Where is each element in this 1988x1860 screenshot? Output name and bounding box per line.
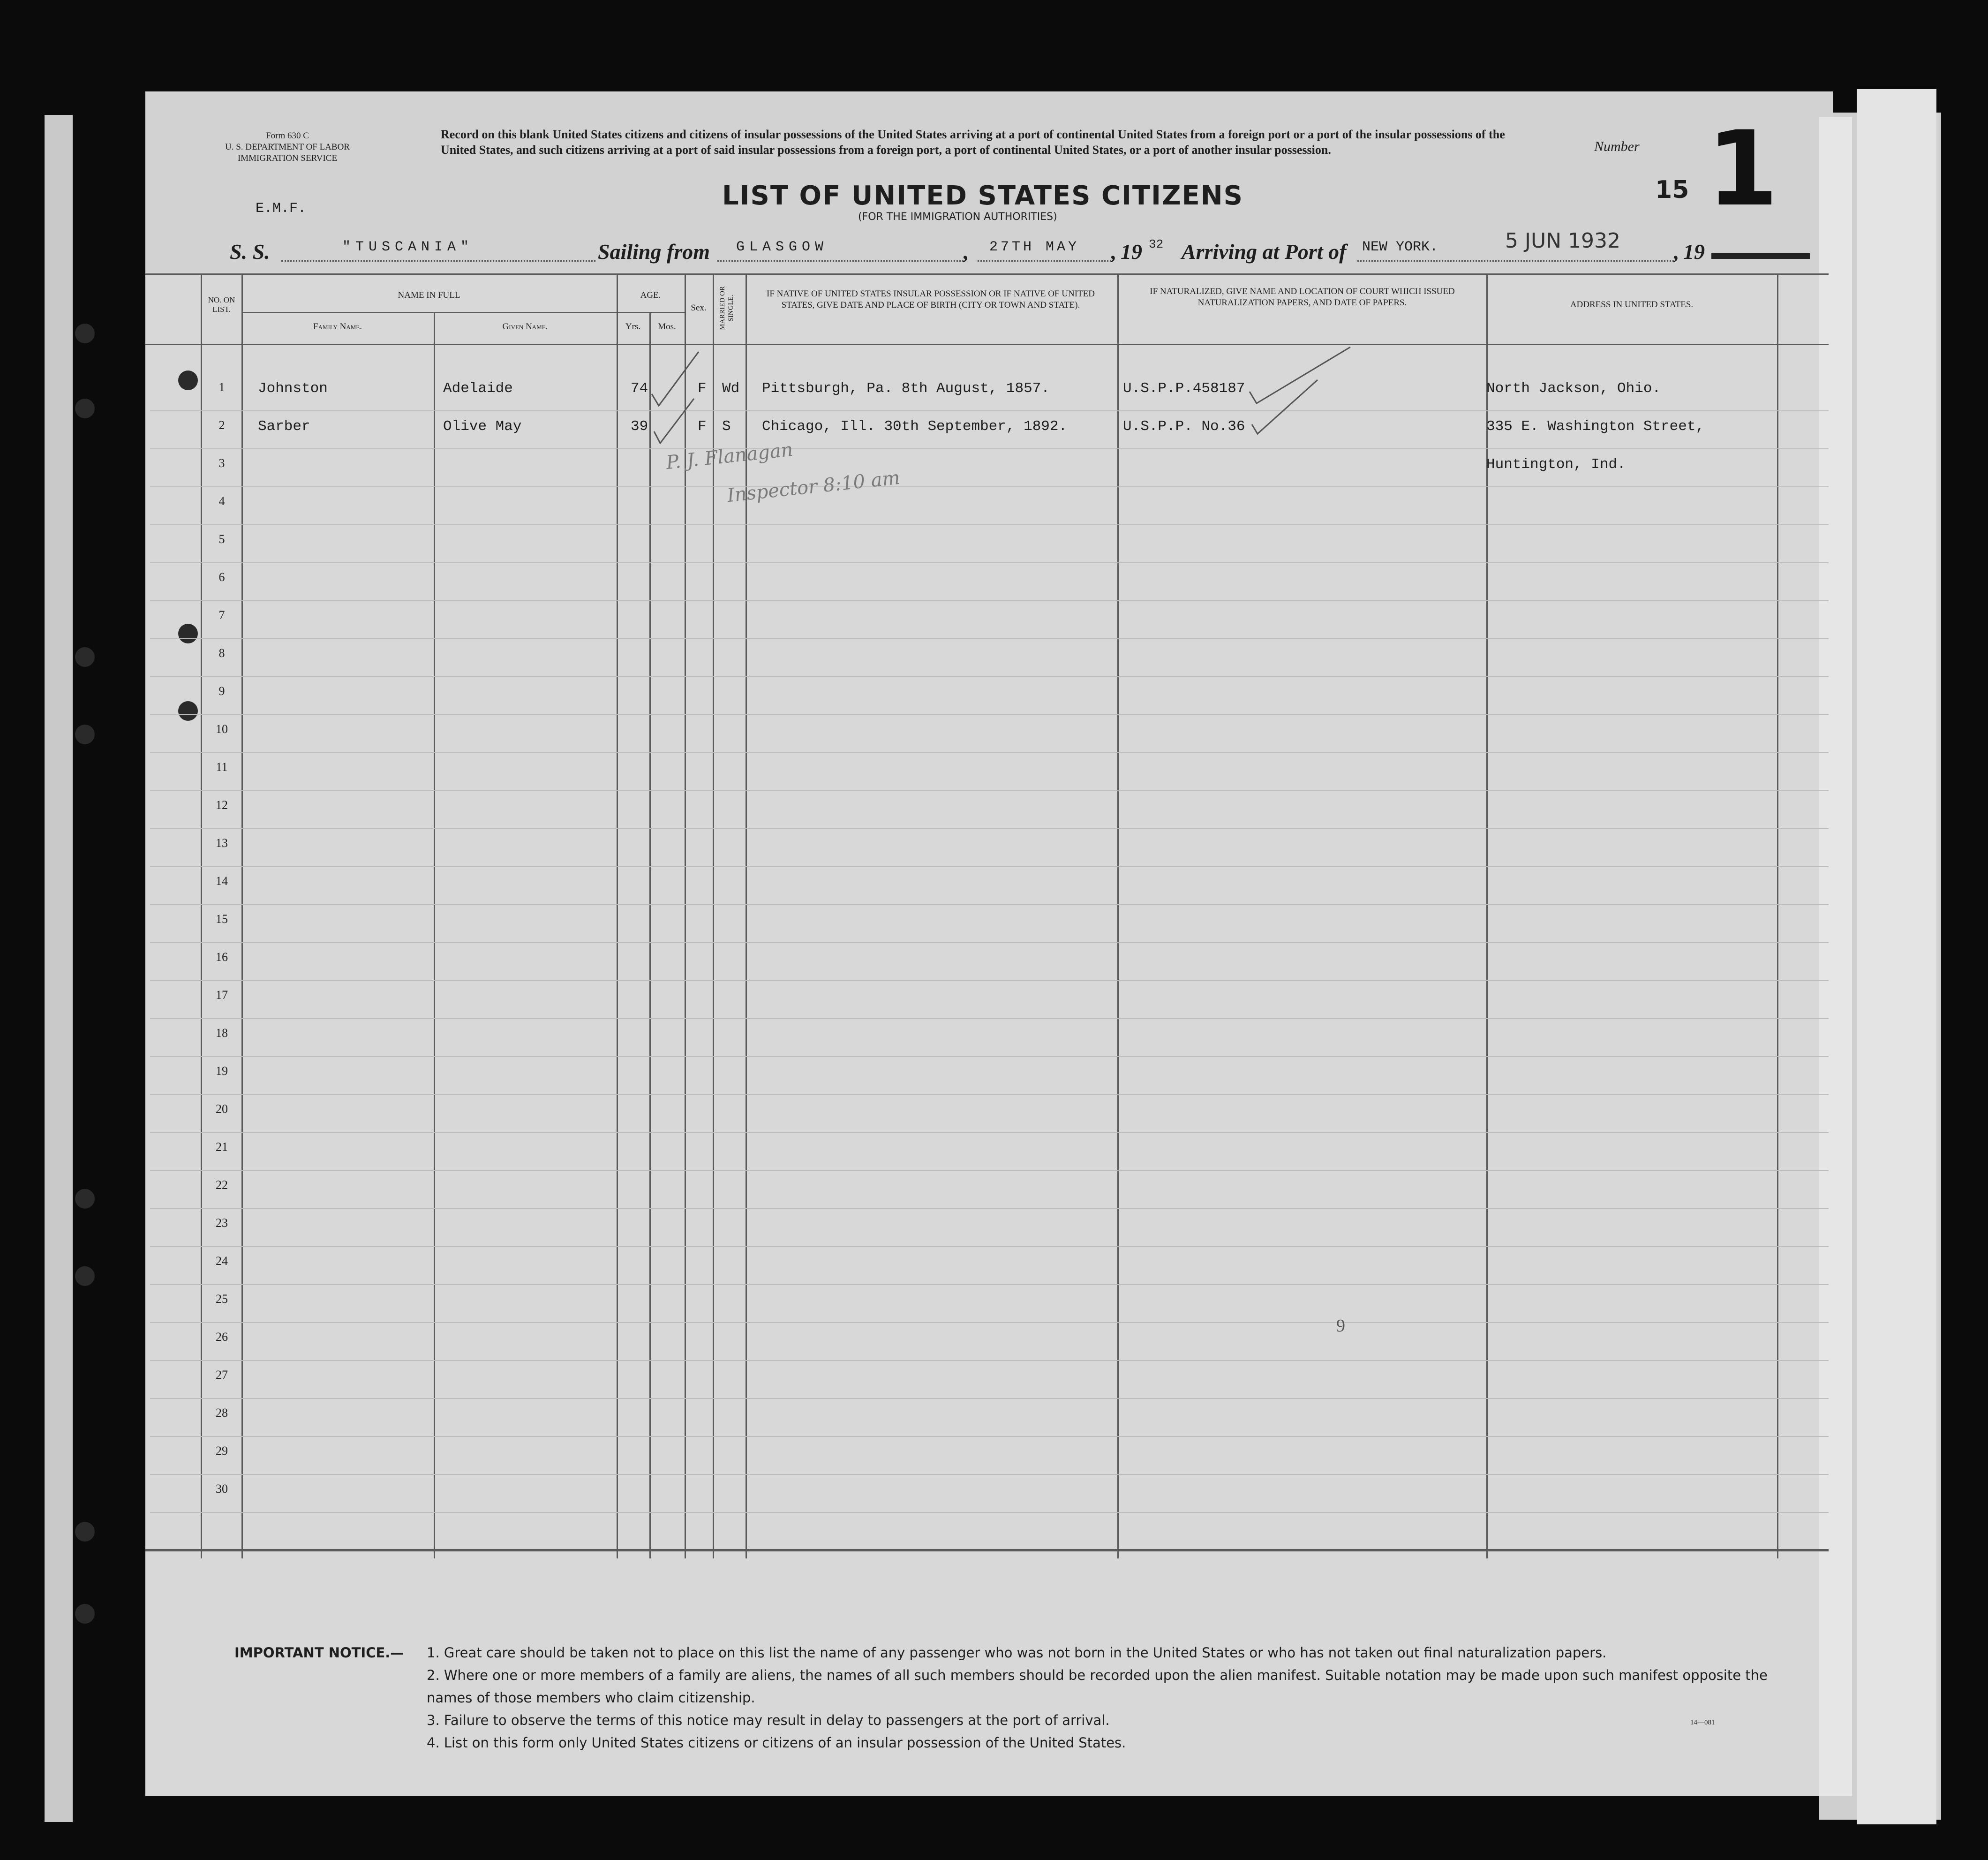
ss-label: S. S. bbox=[230, 240, 270, 264]
header-married-single: MARRIED OR SINGLE. bbox=[719, 286, 735, 330]
fill-line bbox=[281, 260, 595, 262]
family-name: Sarber bbox=[258, 418, 310, 435]
row-number: 18 bbox=[216, 1026, 228, 1040]
name-subheader-rule bbox=[241, 312, 617, 313]
row-number: 3 bbox=[218, 456, 225, 470]
row-number: 23 bbox=[216, 1216, 228, 1230]
sex: F bbox=[698, 418, 707, 435]
row-number: 27 bbox=[216, 1368, 228, 1382]
column-divider bbox=[1117, 273, 1119, 1558]
row-number: 25 bbox=[216, 1292, 228, 1306]
row-rule bbox=[150, 600, 1829, 601]
header-family-name: Family Name. bbox=[313, 322, 362, 332]
row-number: 12 bbox=[216, 798, 228, 812]
document-page bbox=[145, 91, 1833, 1796]
row-number: 11 bbox=[216, 760, 228, 774]
row-number: 19 bbox=[216, 1064, 228, 1078]
comma: , bbox=[964, 240, 969, 264]
row-rule bbox=[150, 676, 1829, 677]
header-mos: Mos. bbox=[658, 322, 676, 332]
row-number: 22 bbox=[216, 1178, 228, 1192]
port-to: NEW YORK. bbox=[1362, 239, 1438, 255]
port-from: GLASGOW bbox=[736, 239, 828, 255]
naturalization: U.S.P.P.458187 bbox=[1123, 380, 1245, 397]
year-prefix-2: 19 bbox=[1683, 240, 1705, 264]
row-number: 28 bbox=[216, 1406, 228, 1420]
stray-mark: 9 bbox=[1336, 1316, 1345, 1336]
row-rule bbox=[150, 1398, 1829, 1399]
birth-place-date: Chicago, Ill. 30th September, 1892. bbox=[762, 418, 1068, 435]
row-rule bbox=[150, 1474, 1829, 1475]
notice-items bbox=[427, 1641, 1791, 1754]
punch-hole bbox=[178, 701, 198, 721]
row-number: 29 bbox=[216, 1444, 228, 1458]
column-divider bbox=[746, 273, 747, 1558]
birth-place-date: Pittsburgh, Pa. 8th August, 1857. bbox=[762, 380, 1050, 397]
sex: F bbox=[698, 380, 707, 397]
punch-hole bbox=[75, 399, 95, 418]
punch-hole bbox=[178, 370, 198, 390]
office-code: E.M.F. bbox=[256, 201, 307, 217]
row-rule bbox=[150, 562, 1829, 563]
punch-hole bbox=[75, 324, 95, 343]
form-instructions: Record on this blank United States citizens and citizens of insular possessions of the United States arriving at a port of continental United States from a foreign port or a port of the insular possessions of the United States, and such citizens arriving at a port of said insular possessions from a foreign port, a port of continental United States, or a port of another insular possession. bbox=[441, 128, 1505, 157]
page-title: LIST OF UNITED STATES CITIZENS bbox=[722, 181, 1243, 211]
row-rule bbox=[150, 1284, 1829, 1285]
row-number: 15 bbox=[216, 912, 228, 926]
row-number: 2 bbox=[218, 418, 225, 432]
comma: , bbox=[1674, 240, 1679, 264]
page-fold bbox=[1819, 117, 1852, 1796]
row-number: 17 bbox=[216, 988, 228, 1002]
address: North Jackson, Ohio. bbox=[1486, 380, 1661, 397]
naturalization-check-marks bbox=[1247, 345, 1369, 439]
header-given-name: Given Name. bbox=[502, 322, 548, 332]
given-name: Adelaide bbox=[443, 380, 513, 397]
row-rule bbox=[150, 486, 1829, 487]
row-rule bbox=[150, 1246, 1829, 1247]
row-rule bbox=[150, 448, 1829, 449]
row-rule bbox=[150, 904, 1829, 905]
form-number: Form 630 C bbox=[266, 131, 309, 141]
arrival-date-stamp: 5 JUN 1932 bbox=[1505, 229, 1621, 253]
header-age: AGE. bbox=[640, 290, 661, 300]
row-number: 6 bbox=[218, 570, 225, 584]
row-rule bbox=[150, 942, 1829, 943]
sheet-number: 15 bbox=[1655, 176, 1689, 204]
header-birth: IF NATIVE OF UNITED STATES INSULAR POSSESSION OR IF NATIVE OF UNITED STATES, GIVE DATE AND PLACE OF BIRTH (CITY OR TOWN AND STATE). bbox=[767, 289, 1095, 310]
notice-label: IMPORTANT NOTICE.— bbox=[234, 1645, 404, 1661]
fill-line bbox=[978, 260, 1111, 262]
row-rule bbox=[150, 1170, 1829, 1171]
row-rule bbox=[150, 1208, 1829, 1209]
age-years: 74 bbox=[631, 380, 648, 397]
naturalization: U.S.P.P. No.36 bbox=[1123, 418, 1245, 435]
table-top-rule bbox=[145, 273, 1829, 275]
row-number: 8 bbox=[218, 646, 225, 660]
punch-hole bbox=[178, 624, 198, 643]
header-name-in-full: NAME IN FULL bbox=[398, 290, 460, 300]
year-prefix: 19 bbox=[1121, 240, 1142, 264]
punch-hole bbox=[75, 647, 95, 667]
row-rule bbox=[150, 410, 1829, 411]
column-divider bbox=[1777, 273, 1778, 1558]
header-yrs: Yrs. bbox=[625, 322, 641, 332]
ship-name: "TUSCANIA" bbox=[342, 239, 474, 255]
year-suffix: 32 bbox=[1149, 237, 1164, 251]
header-address: ADDRESS IN UNITED STATES. bbox=[1570, 300, 1694, 310]
department-name: U. S. DEPARTMENT OF LABOR bbox=[225, 142, 350, 152]
header-no-on-list: NO. ON LIST. bbox=[208, 295, 235, 314]
row-number: 20 bbox=[216, 1102, 228, 1116]
comma: , bbox=[1111, 240, 1117, 264]
check-marks bbox=[647, 342, 731, 450]
row-number: 30 bbox=[216, 1482, 228, 1496]
row-number: 5 bbox=[218, 532, 225, 546]
row-rule bbox=[150, 1018, 1829, 1019]
row-number: 26 bbox=[216, 1330, 228, 1344]
arriving-label: Arriving at Port of bbox=[1182, 240, 1347, 264]
punch-hole bbox=[75, 725, 95, 744]
row-rule bbox=[150, 714, 1829, 715]
footer-code: 14—081 bbox=[1690, 1719, 1715, 1726]
row-rule bbox=[150, 1322, 1829, 1323]
row-rule bbox=[150, 1512, 1829, 1513]
number-label: Number bbox=[1594, 139, 1640, 154]
underlying-page-edge bbox=[1857, 89, 1936, 1824]
table-header-rule bbox=[145, 344, 1829, 345]
address: Huntington, Ind. bbox=[1486, 456, 1626, 473]
row-number: 1 bbox=[218, 380, 225, 394]
row-number: 21 bbox=[216, 1140, 228, 1154]
row-number: 14 bbox=[216, 874, 228, 888]
row-rule bbox=[150, 1360, 1829, 1361]
row-number: 7 bbox=[218, 608, 225, 622]
notice-item: 3. Failure to observe the terms of this notice may result in delay to passengers at the port of arrival. bbox=[427, 1712, 1110, 1728]
inspector-signature: P. J. Flanagan bbox=[665, 439, 794, 474]
address: 335 E. Washington Street, bbox=[1486, 418, 1705, 435]
fill-line bbox=[1357, 260, 1674, 262]
row-rule bbox=[150, 790, 1829, 791]
row-rule bbox=[150, 524, 1829, 525]
row-rule bbox=[150, 1094, 1829, 1095]
left-page-edge bbox=[45, 115, 73, 1822]
row-number: 9 bbox=[218, 684, 225, 698]
notice-item: 2. Where one or more members of a family are aliens, the names of all such members should be recorded upon the alien manifest. Suitable notation may be made upon such manifest opposite the names of those members who claim citizenship. bbox=[427, 1667, 1768, 1706]
inspector-time-note: Inspector 8:10 am bbox=[726, 467, 901, 507]
age-years: 39 bbox=[631, 418, 648, 435]
service-name: IMMIGRATION SERVICE bbox=[237, 153, 338, 163]
row-rule bbox=[150, 828, 1829, 829]
column-divider bbox=[434, 312, 435, 1558]
given-name: Olive May bbox=[443, 418, 522, 435]
row-rule bbox=[150, 1056, 1829, 1057]
form-identifier bbox=[225, 130, 350, 164]
column-divider bbox=[649, 312, 651, 1558]
sailing-date: 27TH MAY bbox=[989, 239, 1080, 255]
row-number: 13 bbox=[216, 836, 228, 850]
fill-line bbox=[717, 260, 964, 262]
column-divider bbox=[617, 273, 618, 1558]
page-subtitle: (FOR THE IMMIGRATION AUTHORITIES) bbox=[858, 211, 1057, 223]
row-rule bbox=[150, 866, 1829, 867]
row-number: 24 bbox=[216, 1254, 228, 1268]
scratched-out-year bbox=[1711, 253, 1810, 259]
row-rule bbox=[150, 980, 1829, 981]
row-rule bbox=[150, 1132, 1829, 1133]
row-rule bbox=[150, 638, 1829, 639]
marital-status: Wd bbox=[722, 380, 740, 397]
table-bottom-rule bbox=[145, 1549, 1829, 1551]
notice-item: 1. Great care should be taken not to place on this list the name of any passenger who was not born in the United States or who has not taken out final naturalization papers. bbox=[427, 1645, 1607, 1661]
family-name: Johnston bbox=[258, 380, 328, 397]
punch-hole bbox=[75, 1604, 95, 1624]
row-number: 10 bbox=[216, 722, 228, 736]
marital-status: S bbox=[722, 418, 731, 435]
punch-hole bbox=[75, 1189, 95, 1209]
header-naturalized: IF NATURALIZED, GIVE NAME AND LOCATION OF COURT WHICH ISSUED NATURALIZATION PAPERS, AND DATE OF PAPERS. bbox=[1150, 287, 1455, 308]
row-rule bbox=[150, 1436, 1829, 1437]
row-number: 16 bbox=[216, 950, 228, 964]
notice-item: 4. List on this form only United States citizens or citizens of an insular possession of the United States. bbox=[427, 1735, 1126, 1751]
header-sex: Sex. bbox=[691, 303, 707, 313]
list-number: 1 bbox=[1707, 109, 1779, 229]
punch-hole bbox=[75, 1266, 95, 1286]
sailing-label: Sailing from bbox=[598, 240, 710, 264]
row-rule bbox=[150, 752, 1829, 753]
row-number: 4 bbox=[218, 494, 225, 508]
punch-hole bbox=[75, 1522, 95, 1542]
